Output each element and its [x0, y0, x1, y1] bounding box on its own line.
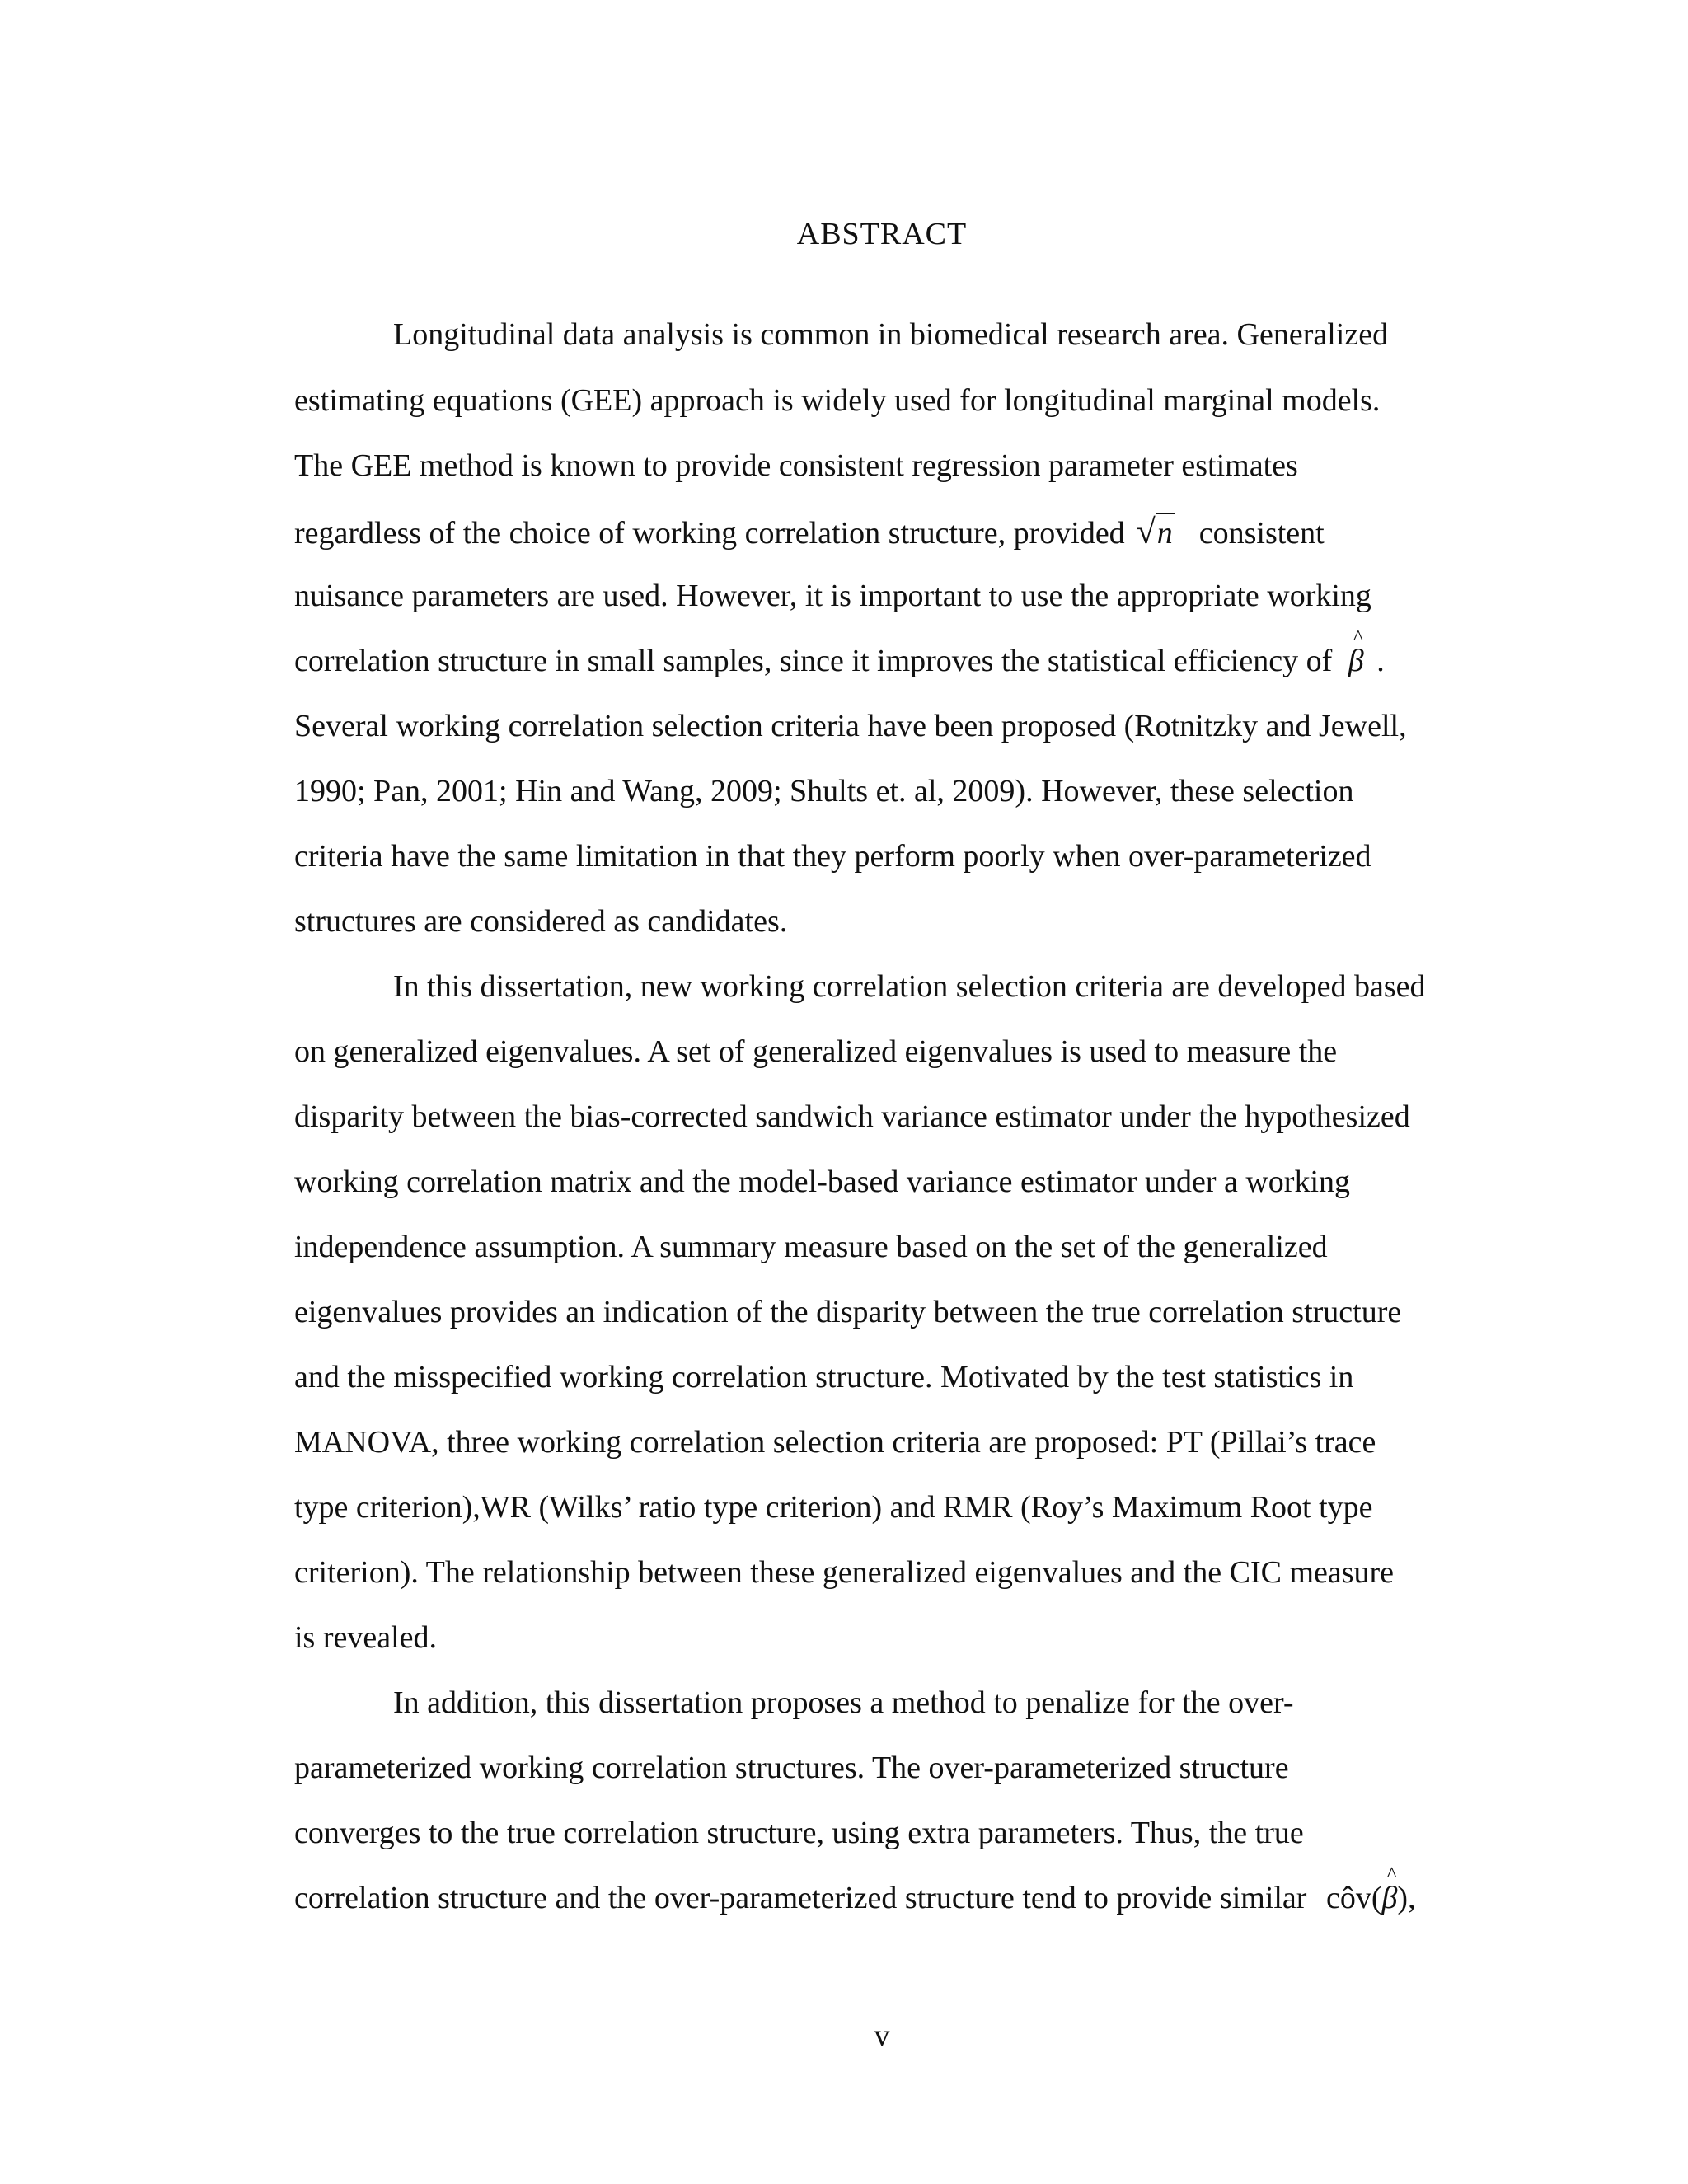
cov-beta-hat-formula: [1325, 1863, 1416, 1915]
cov-function: côv(: [1325, 1881, 1382, 1915]
text-line: nuisance parameters are used. However, it is important to use the appropriate working: [294, 579, 1372, 613]
text-line: criteria have the same limitation in that they perform poorly when over-parameterized: [294, 839, 1372, 874]
text-line: Several working correlation selection criteria have been proposed (Rotnitzky and Jewell,: [294, 709, 1407, 743]
text-line-with-beta: [294, 626, 1385, 678]
text-line: In this dissertation, new working correlation selection criteria are developed based: [393, 969, 1426, 1004]
text-line: disparity between the bias-corrected sandwich variance estimator under the hypothesized: [294, 1099, 1410, 1134]
text-line: independence assumption. A summary measure based on the set of the generalized: [294, 1230, 1328, 1264]
math-variable: n: [1156, 513, 1175, 551]
text-line: criterion). The relationship between these generalized eigenvalues and the CIC measure: [294, 1555, 1395, 1590]
text-line: on generalized eigenvalues. A set of generalized eigenvalues is used to measure the: [294, 1034, 1338, 1069]
text-line: eigenvalues provides an indication of the disparity between the true correlation structure: [294, 1295, 1402, 1329]
hat-accent-icon: ^: [1353, 626, 1363, 649]
text-line: parameterized working correlation structures. The over-parameterized structure: [294, 1750, 1289, 1785]
text-segment: correlation structure and the over-parameterized structure tend to provide similar: [294, 1881, 1307, 1915]
text-line: structures are considered as candidates.: [294, 904, 788, 939]
page-number: v: [874, 2018, 890, 2053]
text-segment: consistent: [1198, 516, 1325, 551]
text-line: 1990; Pan, 2001; Hin and Wang, 2009; Shults et. al, 2009). However, these selection: [294, 774, 1354, 808]
text-segment: .: [1376, 644, 1385, 678]
text-line: Longitudinal data analysis is common in biomedical research area. Generalized: [393, 317, 1389, 352]
hat-accent-icon: ^: [1386, 1863, 1397, 1886]
sqrt-n-formula: [1137, 515, 1175, 550]
math-variable: β: [1348, 644, 1364, 678]
beta-hat-symbol: [1381, 1863, 1398, 1915]
abstract-heading: ABSTRACT: [796, 217, 968, 251]
text-line: type criterion),WR (Wilks’ ratio type criterion) and RMR (Roy’s Maximum Root type: [294, 1490, 1373, 1525]
text-segment: regardless of the choice of working correlation structure, provided: [294, 516, 1125, 551]
math-variable: β: [1381, 1881, 1398, 1915]
radical-sign-icon: √: [1136, 513, 1156, 551]
text-segment: correlation structure in small samples, since it improves the statistical efficiency of: [294, 644, 1333, 678]
text-line: converges to the true correlation structure, using extra parameters. Thus, the true: [294, 1816, 1304, 1850]
text-line: working correlation matrix and the model-based variance estimator under a working: [294, 1165, 1350, 1199]
text-line: The GEE method is known to provide consistent regression parameter estimates: [294, 448, 1298, 483]
text-line: estimating equations (GEE) approach is widely used for longitudinal marginal models.: [294, 383, 1381, 418]
text-line: and the misspecified working correlation structure. Motivated by the test statistics in: [294, 1360, 1354, 1394]
text-line: In addition, this dissertation proposes a method to penalize for the over-: [393, 1685, 1294, 1720]
beta-hat-symbol: [1348, 626, 1364, 678]
text-line: is revealed.: [294, 1620, 438, 1655]
cov-close: ),: [1397, 1881, 1416, 1915]
text-line-with-sqrt: [294, 515, 1325, 550]
text-line: MANOVA, three working correlation selection criteria are proposed: PT (Pillai’s trace: [294, 1425, 1376, 1460]
text-line-with-cov: [294, 1863, 1416, 1915]
